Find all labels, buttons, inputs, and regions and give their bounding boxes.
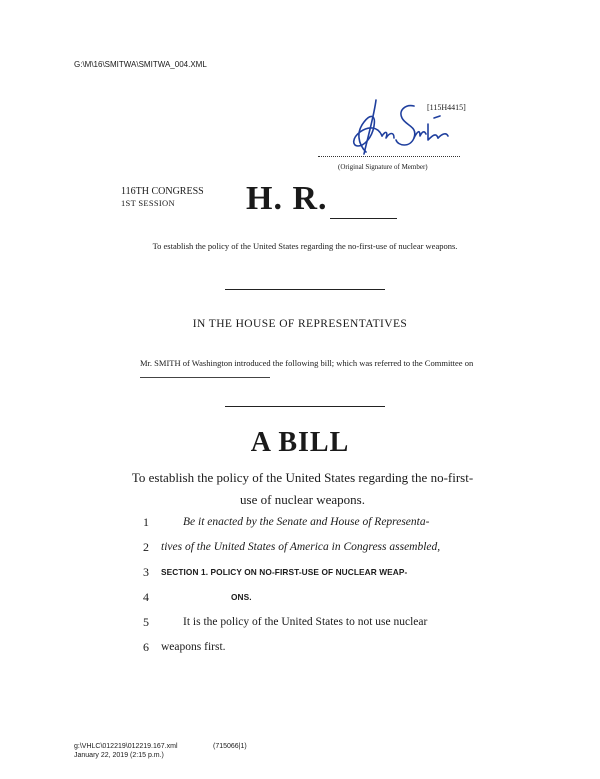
line-text: tives of the United States of America in Congress assembled, <box>161 541 441 553</box>
bill-purpose: To establish the policy of the United States regarding the no-first-use of nuclear weapons. <box>131 470 474 507</box>
line-number: 4 <box>143 590 149 604</box>
signature-caption: (Original Signature of Member) <box>338 163 428 171</box>
bill-type: H. R. <box>246 180 328 217</box>
bill-title: A BILL <box>250 427 350 458</box>
bill-line <box>135 564 485 580</box>
introduction <box>140 357 480 381</box>
line-text: weapons first. <box>161 641 226 653</box>
line-number: 2 <box>143 540 149 554</box>
line-text: It is the policy of the United States to not use nuclear <box>183 616 428 628</box>
footer-date: January 22, 2019 (2:15 p.m.) <box>74 752 164 759</box>
committee-blank <box>140 369 270 378</box>
bill-number-blank <box>330 218 397 219</box>
bill-line <box>135 589 485 605</box>
member-signature <box>336 96 456 158</box>
line-number: 3 <box>143 565 149 579</box>
bill-line <box>135 539 485 555</box>
bill-line <box>135 514 485 530</box>
line-number: 1 <box>143 515 149 529</box>
bill-line <box>135 614 485 630</box>
document-code: [115H4415] <box>427 103 466 112</box>
section-heading: SECTION 1. POLICY ON NO-FIRST-USE OF NUCLEAR WEAP- <box>161 567 408 577</box>
line-number: 6 <box>143 640 149 654</box>
footer-id: (715066|1) <box>213 743 247 750</box>
line-number: 5 <box>143 615 149 629</box>
signature-line <box>318 156 460 157</box>
divider <box>225 406 385 407</box>
session-label: 1ST SESSION <box>121 198 175 208</box>
congress-label: 116TH CONGRESS <box>121 186 204 197</box>
bill-line <box>135 639 485 655</box>
footer-file-path: g:\VHLC\012219\012219.167.xml <box>74 743 178 750</box>
introduction-text: Mr. SMITH of Washington introduced the following bill; which was referred to the Committee on <box>140 358 474 368</box>
section-heading: ONS. <box>231 592 252 602</box>
divider <box>225 289 385 290</box>
line-text: Be it enacted by the Senate and House of Representa- <box>183 516 430 528</box>
house-heading: IN THE HOUSE OF REPRESENTATIVES <box>192 318 408 330</box>
file-path: G:\M\16\SMITWA\SMITWA_004.XML <box>74 60 207 69</box>
short-purpose: To establish the policy of the United States regarding the no-first-use of nuclear weapons. <box>152 241 458 251</box>
